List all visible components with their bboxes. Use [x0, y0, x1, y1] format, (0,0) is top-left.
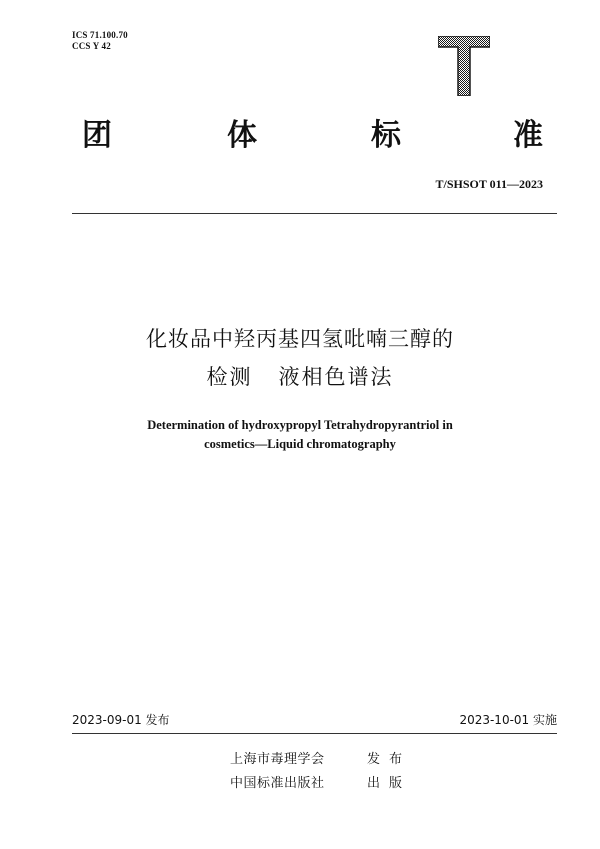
- press-row: [230, 776, 411, 792]
- chinese-title-line-1: 化妆品中羟丙基四氢吡喃三醇的: [146, 327, 454, 351]
- english-title-line-2: cosmetics—Liquid chromatography: [204, 437, 396, 451]
- press-role: 出版: [367, 776, 412, 791]
- heading-char-4: 准: [513, 118, 543, 153]
- implementation-date: 2023-10-01 实施: [459, 713, 557, 727]
- heading-char-1: 团: [82, 118, 112, 153]
- publisher-row: [230, 752, 411, 768]
- ics-code: ICS 71.100.70: [72, 30, 128, 40]
- publisher-name: 上海市毒理学会: [230, 752, 325, 767]
- press-name: 中国标准出版社: [230, 776, 325, 791]
- standard-type-logo: [438, 36, 490, 96]
- bottom-divider: [72, 733, 557, 734]
- english-title-line-1: Determination of hydroxypropyl Tetrahydropyrantriol in: [147, 418, 453, 432]
- top-divider: [72, 213, 557, 214]
- heading-char-3: 标: [371, 118, 401, 153]
- heading-char-2: 体: [227, 118, 257, 153]
- issue-date: 2023-09-01 发布: [72, 713, 170, 727]
- publisher-role: 发布: [367, 752, 412, 767]
- ccs-code: CCS Y 42: [72, 41, 111, 51]
- chinese-title-line-2: 检测 液相色谱法: [206, 365, 394, 389]
- standard-number: T/SHSOT 011—2023: [435, 177, 543, 191]
